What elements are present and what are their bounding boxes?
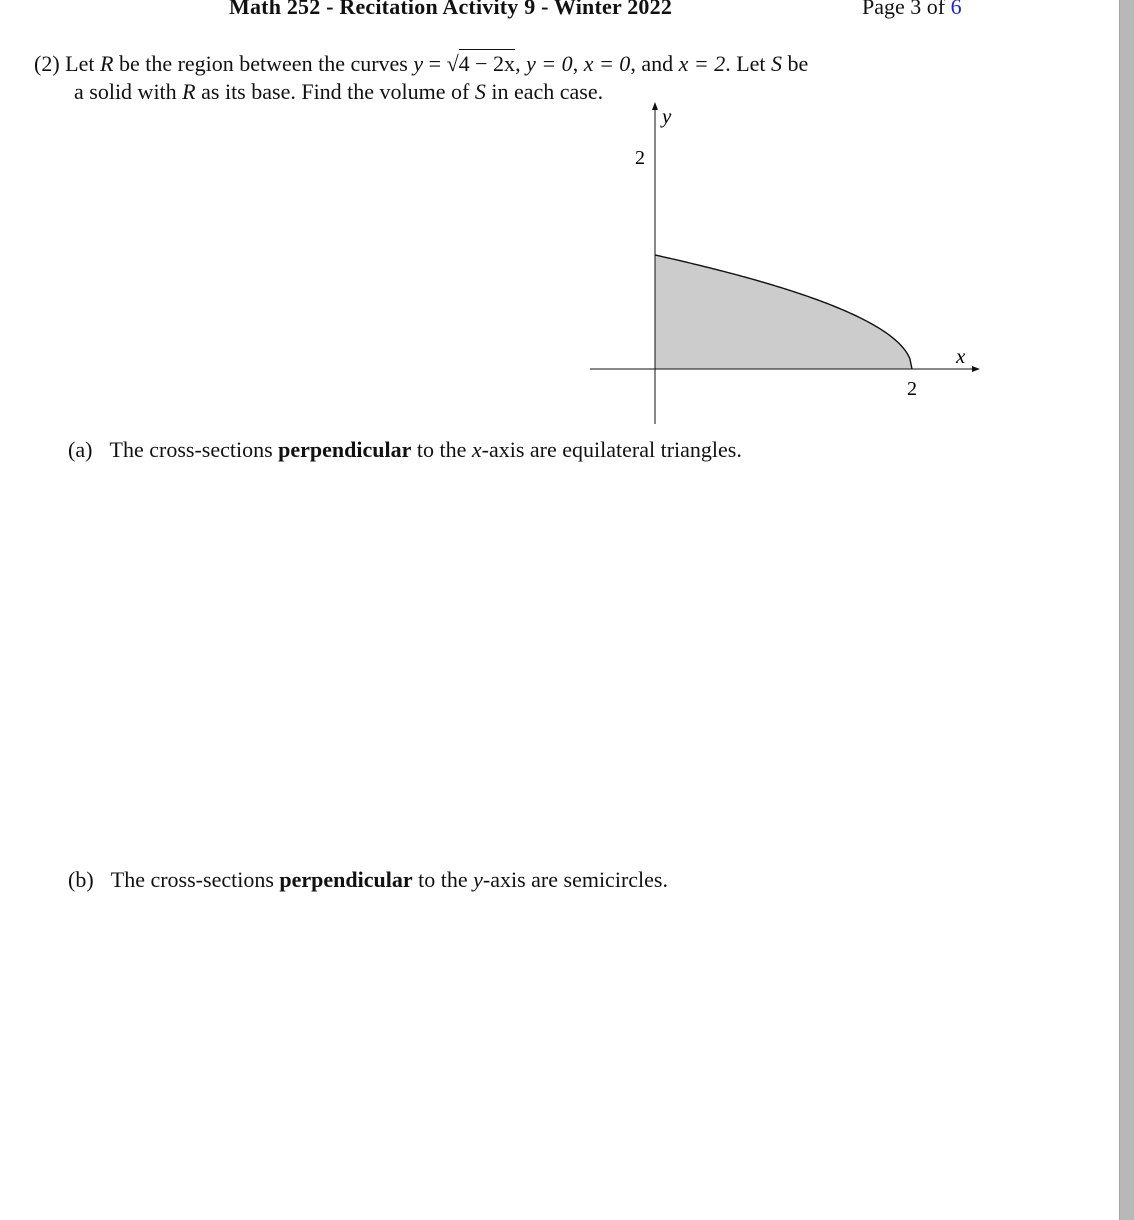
sqrt-radicand: 4 − 2x xyxy=(458,51,516,76)
text: be the region between the curves xyxy=(118,51,408,76)
text: -axis are semicircles. xyxy=(482,867,668,892)
part-label: (a) xyxy=(68,437,93,462)
text: a solid with xyxy=(74,79,177,104)
page-word: Page xyxy=(862,0,905,19)
text: The cross-sections xyxy=(109,437,273,462)
comma: , xyxy=(630,51,636,76)
page-indicator xyxy=(862,0,962,20)
text: be xyxy=(787,51,809,76)
page-current: 3 xyxy=(910,0,922,19)
emphasis: perpendicular xyxy=(278,437,412,462)
x-tick-label: 2 xyxy=(907,378,917,400)
equation-x-zero: x = 0 xyxy=(583,51,631,76)
region-variable: R xyxy=(99,51,114,76)
sqrt-expression xyxy=(447,49,516,76)
comma: , xyxy=(572,51,579,76)
x-axis-label: x xyxy=(956,344,966,368)
text: Let xyxy=(65,51,95,76)
problem-line-1: (2) Let R be the region between the curves y = √4 − 2x, y = 0, x = 0, and x = 2. Let S be xyxy=(34,51,809,76)
x-axis-arrow-icon xyxy=(972,366,980,372)
text: in each case. xyxy=(491,79,604,104)
y-tick-label: 2 xyxy=(635,147,645,169)
emphasis: perpendicular xyxy=(279,867,413,892)
solid-variable: S xyxy=(474,79,486,104)
text: The cross-sections xyxy=(110,867,274,892)
equation-y-zero: y = 0 xyxy=(526,51,573,76)
part-a xyxy=(68,437,742,463)
solid-variable: S xyxy=(771,51,783,76)
text: to the xyxy=(418,867,468,892)
text: -axis are equilateral triangles. xyxy=(481,437,742,462)
page-of: of xyxy=(926,0,946,19)
region-variable: R xyxy=(182,79,196,104)
comma: , xyxy=(515,51,521,76)
part-label: (b) xyxy=(68,867,94,892)
equation-x-two: x = 2 xyxy=(678,51,726,76)
equation-lhs: y xyxy=(413,51,424,76)
shaded-region xyxy=(655,255,912,369)
text: to the xyxy=(416,437,467,462)
axis-variable: x xyxy=(471,437,482,462)
axis-variable: y xyxy=(473,867,483,892)
text: Let xyxy=(736,51,766,76)
sqrt-symbol: √ xyxy=(446,51,459,76)
part-b xyxy=(68,867,668,893)
text: as its base. Find the volume of xyxy=(201,79,470,104)
region-diagram xyxy=(580,98,990,428)
text: and xyxy=(641,51,674,76)
y-axis-arrow-icon xyxy=(652,102,658,110)
equals-sign: = xyxy=(428,51,442,76)
header-title: Math 252 - Recitation Activity 9 - Winter 2022 xyxy=(229,0,673,19)
y-axis-label: y xyxy=(662,104,672,128)
problem-number: (2) xyxy=(34,51,60,76)
page-total-link[interactable]: 6 xyxy=(950,0,962,19)
vertical-scrollbar[interactable] xyxy=(1119,0,1134,1220)
